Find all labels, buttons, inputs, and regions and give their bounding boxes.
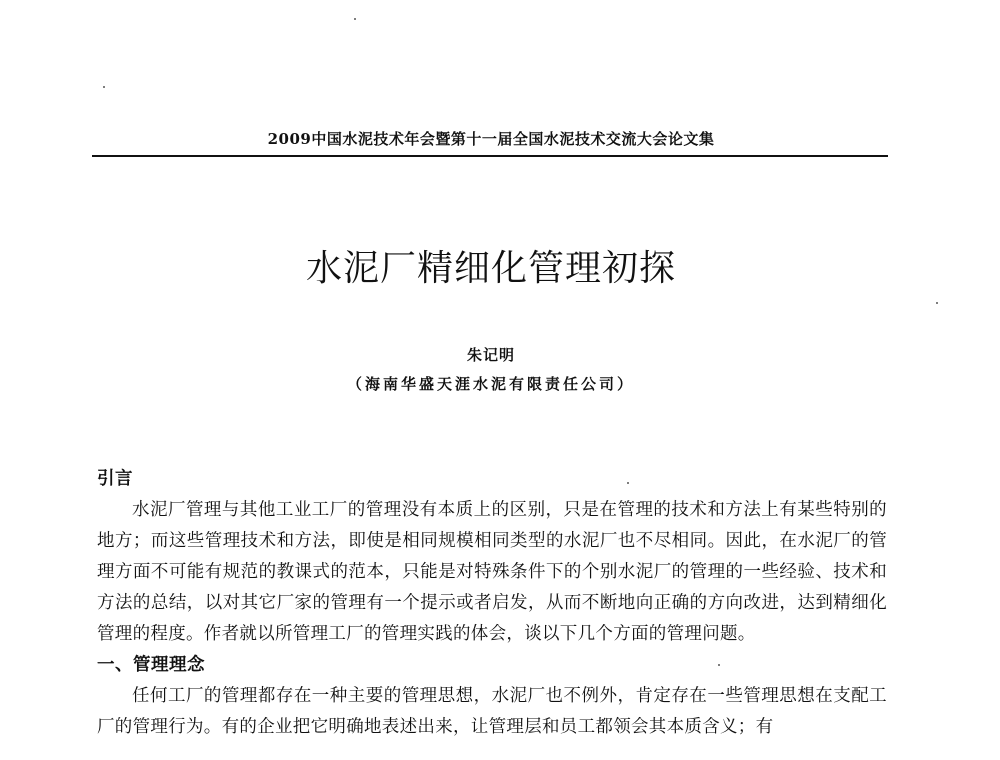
author-affiliation: （海南华盛天涯水泥有限责任公司） bbox=[346, 375, 635, 393]
running-header: 2009中国水泥技术年会暨第十一届全国水泥技术交流大会论文集 bbox=[267, 130, 715, 148]
header-rule bbox=[92, 155, 888, 157]
section-introduction bbox=[97, 464, 887, 650]
scan-speck bbox=[103, 86, 105, 88]
section-heading: 一、管理理念 bbox=[97, 655, 205, 675]
scan-speck bbox=[354, 18, 356, 20]
section-management-philosophy bbox=[97, 650, 887, 743]
author-name: 朱记明 bbox=[466, 346, 515, 364]
article-body bbox=[97, 464, 887, 743]
paragraph: 任何工厂的管理都存在一种主要的管理思想，水泥厂也不例外，肯定存在一些管理思想在支配工厂的管理行为。有的企业把它明确地表述出来，让管理层和员工都领会其本质含义；有 bbox=[97, 686, 887, 737]
paragraph: 水泥厂管理与其他工业工厂的管理没有本质上的区别，只是在管理的技术和方法上有某些特别的地方；而这些管理技术和方法，即使是相同规模相同类型的水泥厂也不尽相同。因此，在水泥厂的管理方面不可能有规范的教课式的范本，只能是对特殊条件下的个别水泥厂的管理的一些经验、技术和方法的总结，以对其它厂家的管理有一个提示或者启发，从而不断地向正确的方向改进，达到精细化管理的程度。作者就以所管理工厂的管理实践的体会，谈以下几个方面的管理问题。 bbox=[97, 500, 887, 644]
section-heading: 引言 bbox=[97, 469, 133, 489]
scan-speck bbox=[936, 302, 938, 304]
article-title: 水泥厂精细化管理初探 bbox=[305, 248, 676, 289]
